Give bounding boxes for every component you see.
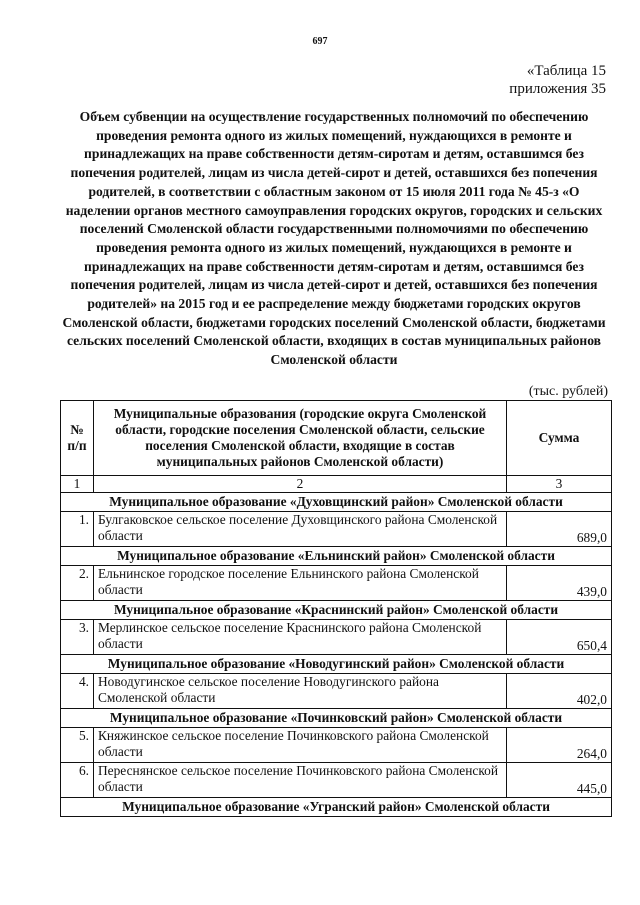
table-row <box>61 566 612 601</box>
table-reference <box>509 62 606 98</box>
subsidy-table <box>60 400 612 817</box>
row-number: 2. <box>61 566 94 601</box>
group-row <box>61 547 612 566</box>
column-index-row <box>61 476 612 493</box>
row-name: Булгаковское сельское поселение Духовщинского района Смоленской области <box>94 512 507 547</box>
table-reference-line-2: приложения 35 <box>509 81 606 97</box>
header-sum: Сумма <box>507 401 612 476</box>
group-row <box>61 655 612 674</box>
row-amount: 264,0 <box>507 728 612 763</box>
group-title: Муниципальное образование «Краснинский район» Смоленской области <box>61 601 612 620</box>
row-name: Переснянское сельское поселение Починковского района Смоленской области <box>94 763 507 798</box>
group-title: Муниципальное образование «Новодугинский район» Смоленской области <box>61 655 612 674</box>
page-number: 697 <box>312 36 328 47</box>
table-row <box>61 512 612 547</box>
table-row <box>61 763 612 798</box>
group-title: Муниципальное образование «Починковский район» Смоленской области <box>61 709 612 728</box>
group-title: Муниципальное образование «Ельнинский район» Смоленской области <box>61 547 612 566</box>
column-index: 1 <box>61 476 94 493</box>
row-number: 1. <box>61 512 94 547</box>
row-number: 3. <box>61 620 94 655</box>
group-row <box>61 798 612 817</box>
table-reference-line-1: «Таблица 15 <box>526 63 606 79</box>
column-index: 3 <box>507 476 612 493</box>
row-number: 6. <box>61 763 94 798</box>
header-municipality: Муниципальные образования (городские округа Смоленской области, городские поселения Смоленской области, сельские поселения Смоленской области, входящие в состав муниципальных районов Смоленской области) <box>94 401 507 476</box>
group-title: Муниципальное образование «Духовщинский район» Смоленской области <box>61 493 612 512</box>
row-name: Княжинское сельское поселение Починковского района Смоленской области <box>94 728 507 763</box>
table-header-row <box>61 401 612 476</box>
units-label: (тыс. рублей) <box>528 384 608 399</box>
group-row <box>61 601 612 620</box>
row-name: Мерлинское сельское поселение Краснинского района Смоленской области <box>94 620 507 655</box>
group-row <box>61 493 612 512</box>
row-number: 4. <box>61 674 94 709</box>
row-number: 5. <box>61 728 94 763</box>
table-row <box>61 674 612 709</box>
row-name: Новодугинское сельское поселение Новодугинского района Смоленской области <box>94 674 507 709</box>
row-name: Ельнинское городское поселение Ельнинского района Смоленской области <box>94 566 507 601</box>
document-title: Объем субвенции на осуществление государственных полномочий по обеспечению проведения ремонта одного из жилых помещений, нуждающихся в ремонте и принадлежащих на праве собственности детям-сиротам и детям, оставшимся без попечения родителей, лицам из числа детей-сирот и детей, оставшихся без попечения родителей, в соответствии с областным законом от 15 июля 2011 года № 45-з «О наделении органов местного самоуправления городских округов, городских и сельских поселений Смоленской области государственными полномочиями по обеспечению проведения ремонта одного из жилых помещений, нуждающихся в ремонте и принадлежащих на праве собственности детям-сиротам и детям, оставшимся без попечения родителей, лицам из числа детей-сирот и детей, оставшихся без попечения родителей» на 2015 год и ее распределение между бюджетами городских округов Смоленской области, бюджетами городских поселений Смоленской области, бюджетами сельских поселений Смоленской области, входящих в состав муниципальных районов Смоленской области <box>62 109 606 368</box>
table-row <box>61 728 612 763</box>
group-row <box>61 709 612 728</box>
table-row <box>61 620 612 655</box>
row-amount: 402,0 <box>507 674 612 709</box>
row-amount: 439,0 <box>507 566 612 601</box>
header-number: № п/п <box>61 401 94 476</box>
row-amount: 445,0 <box>507 763 612 798</box>
column-index: 2 <box>94 476 507 493</box>
row-amount: 650,4 <box>507 620 612 655</box>
row-amount: 689,0 <box>507 512 612 547</box>
group-title: Муниципальное образование «Угранский район» Смоленской области <box>61 798 612 817</box>
